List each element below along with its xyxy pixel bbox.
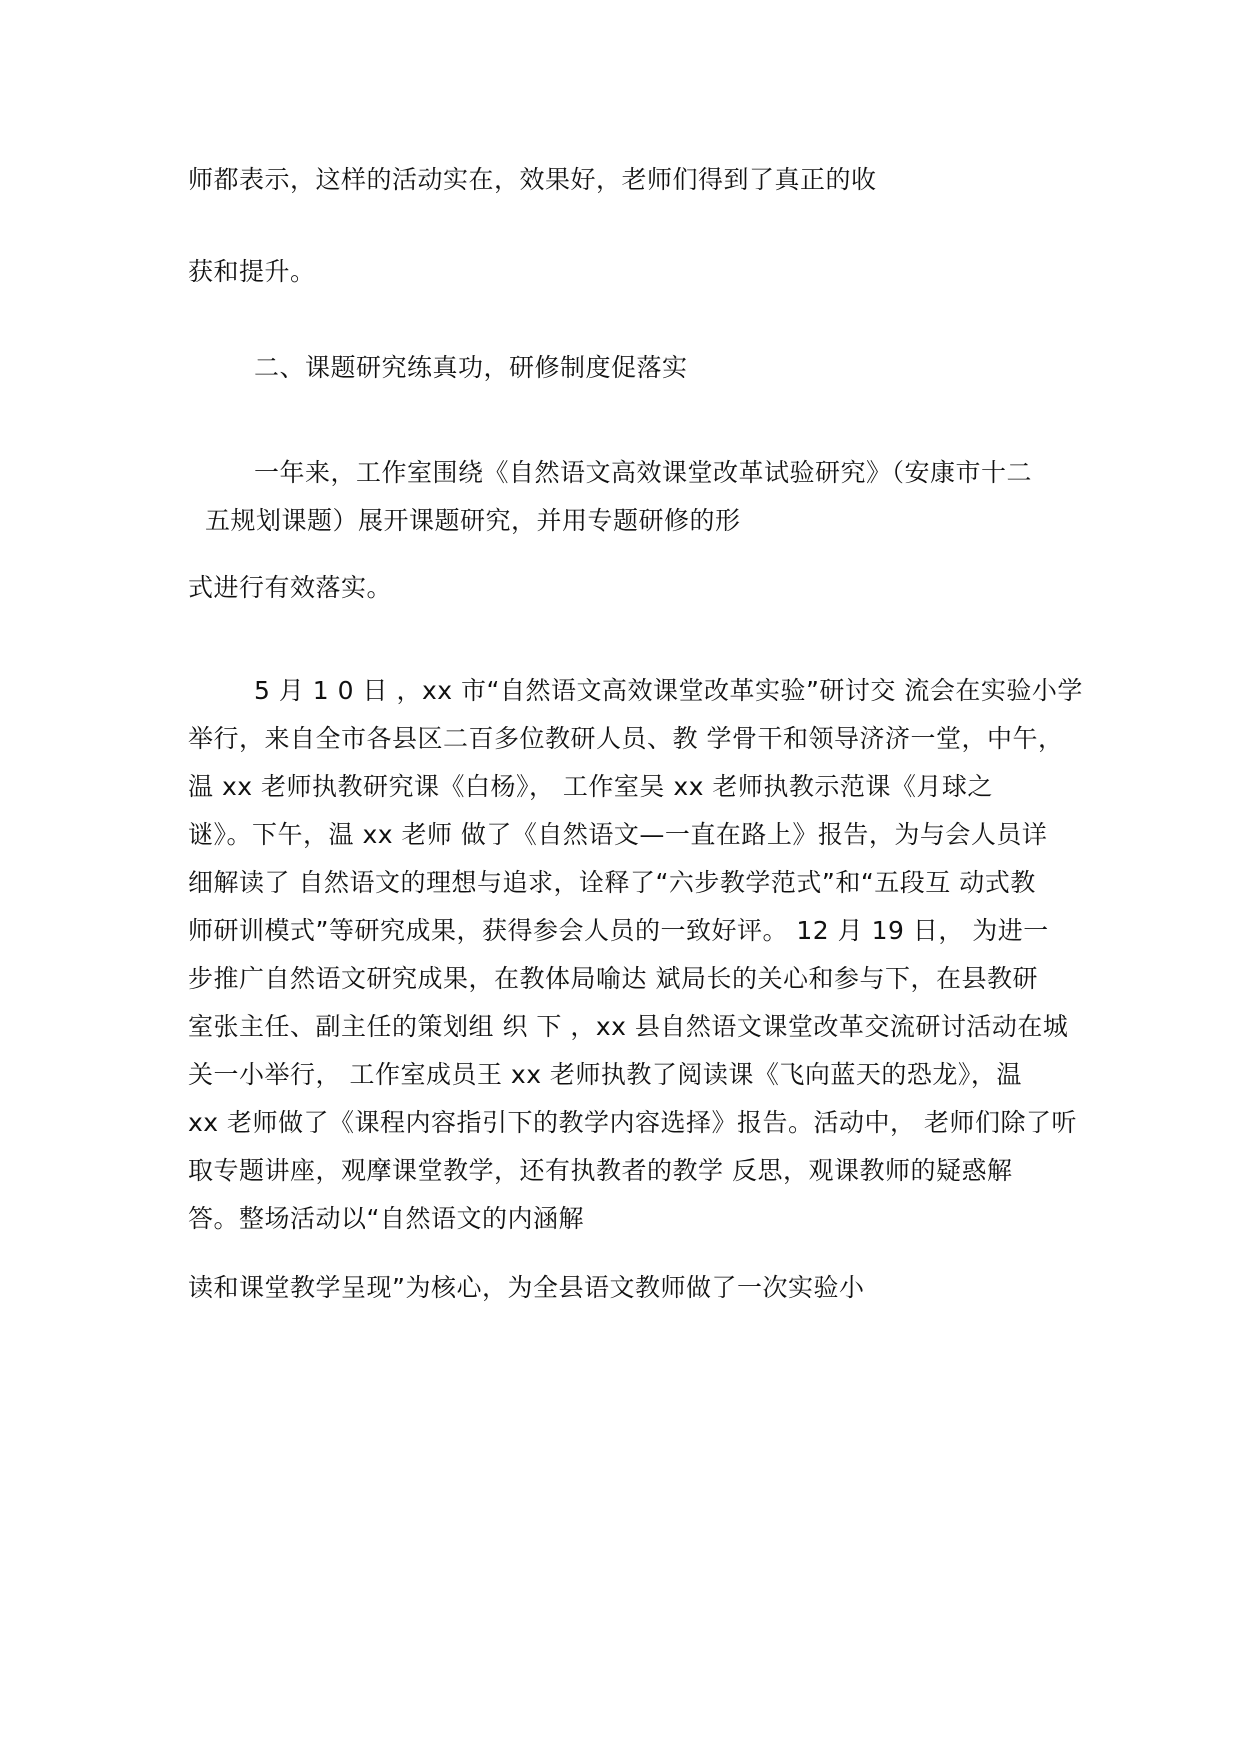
paragraph-line: 取专题讲座，观摩课堂教学，还有执教者的教学 反思，观课教师的疑惑解 — [188, 1156, 1013, 1185]
paragraph-line: 师研训模式”等研究成果，获得参会人员的一致好评。 12 月 19 日， 为进一 — [188, 916, 1049, 945]
paragraph-line: 一年来，工作室围绕《自然语文高效课堂改革试验研究》（安康市十二 — [254, 458, 1033, 487]
paragraph-line: 师都表示，这样的活动实在，效果好，老师们得到了真正的收 — [188, 165, 877, 194]
paragraph-line: 读和课堂教学呈现”为核心，为全县语文教师做了一次实验小 — [188, 1273, 865, 1302]
paragraph-line: 获和提升。 — [188, 257, 316, 286]
section-heading: 二、课题研究练真功，研修制度促落实 — [254, 353, 688, 382]
paragraph-line: 式进行有效落实。 — [188, 573, 393, 602]
paragraph-line: 关一小举行， 工作室成员王 xx 老师执教了阅读课《飞向蓝天的恐龙》，温 — [188, 1060, 1022, 1089]
paragraph-line: 步推广自然语文研究成果，在教体局喻达 斌局长的关心和参与下，在县教研 — [188, 964, 1038, 993]
paragraph-line: 谜》。下午，温 xx 老师 做了《自然语文—一直在路上》报告，为与会人员详 — [188, 820, 1048, 849]
paragraph-line: 5 月 1 0 日 ，xx 市“自然语文高效课堂改革实验”研讨交 流会在实验小学 — [254, 676, 1083, 705]
paragraph-line: xx 老师做了《课程内容指引下的教学内容选择》报告。活动中， 老师们除了听 — [188, 1108, 1077, 1137]
paragraph-line: 温 xx 老师执教研究课《白杨》， 工作室吴 xx 老师执教示范课《月球之 — [188, 772, 993, 801]
paragraph-line: 答。整场活动以“自然语文的内涵解 — [188, 1204, 584, 1233]
paragraph-line: 举行，来自全市各县区二百多位教研人员、教 学骨干和领导济济一堂，中午， — [188, 724, 1064, 753]
paragraph-line: 细解读了 自然语文的理想与追求，诠释了“六步教学范式”和“五段互 动式教 — [188, 868, 1036, 897]
paragraph-line: 室张主任、副主任的策划组 织 下 ，xx 县自然语文课堂改革交流研讨活动在城 — [188, 1012, 1069, 1041]
paragraph-line: 五规划课题）展开课题研究，并用专题研修的形 — [205, 506, 741, 535]
